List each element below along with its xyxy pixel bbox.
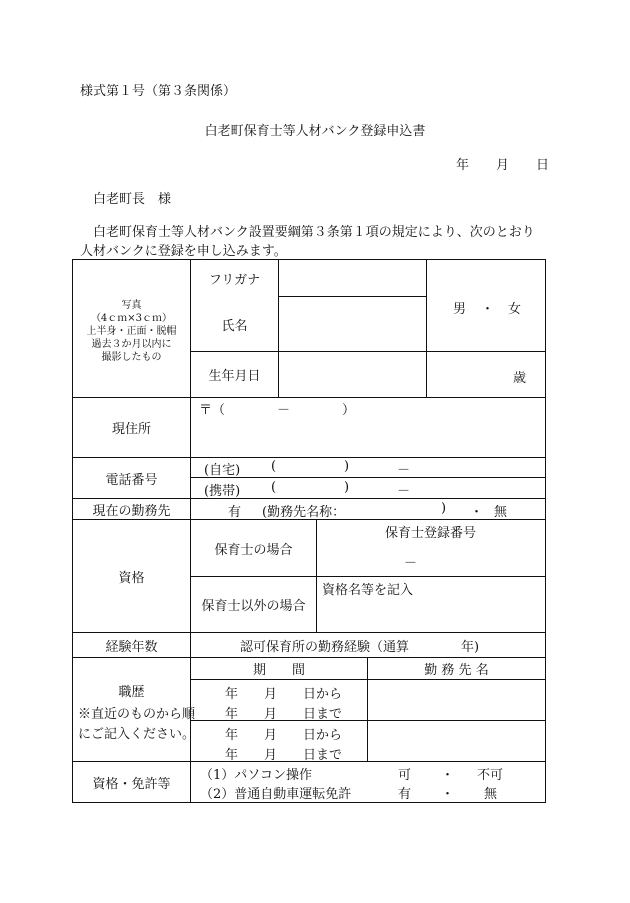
- nursery-case-label: 保育士の場合: [214, 542, 293, 558]
- career-1-workplace-field[interactable]: [369, 681, 543, 719]
- photo-placeholder: [73, 291, 190, 371]
- experience-label: 経験年数: [105, 639, 158, 655]
- phone-label: 電話番号: [105, 472, 158, 488]
- career-note-2: にご記入ください。: [78, 727, 196, 742]
- phone-home-close: ): [344, 459, 350, 474]
- photo-req-1: 上半身・正面・脱帽: [86, 325, 177, 337]
- workplace-separator: ・: [470, 505, 484, 520]
- career-1-to: 年 月 日まで: [225, 707, 343, 722]
- addressee: 白老町長 様: [93, 192, 172, 207]
- other-case-label: 保育士以外の場合: [201, 599, 306, 614]
- page-title: 白老町保育士等人材バンク登録申込書: [204, 124, 426, 139]
- workplace-no[interactable]: 無: [494, 505, 508, 520]
- registration-number-dash: －: [404, 556, 418, 571]
- furigana-field[interactable]: [280, 262, 425, 294]
- period-header: 期 間: [252, 663, 305, 678]
- driver-yes[interactable]: 有: [398, 787, 412, 802]
- career-2-workplace-field[interactable]: [369, 722, 543, 760]
- phone-home-dash: －: [397, 463, 411, 478]
- photo-size: （4ｃｍ×3ｃｍ）: [90, 312, 173, 324]
- career-1-from: 年 月 日から: [225, 687, 343, 702]
- age-unit: 歳: [513, 371, 527, 386]
- phone-mobile-close: ): [344, 480, 350, 495]
- photo-req-2: 過去３か月以内に: [91, 338, 172, 350]
- workplace-yes[interactable]: 有: [228, 505, 242, 520]
- experience-text: 認可保育所の勤務経験（通算 年): [240, 640, 480, 655]
- qualification-label: 資格: [118, 570, 145, 586]
- licenses-label: 資格・免許等: [92, 776, 171, 792]
- phone-home-label: (自宅): [204, 463, 241, 478]
- pc-yes[interactable]: 可: [398, 768, 412, 783]
- other-qualification-note: 資格名等を記入: [322, 583, 414, 598]
- birthdate-label: 生年月日: [208, 369, 261, 384]
- workplace-header: 勤 務 先 名: [424, 663, 489, 678]
- postal-code-field[interactable]: 〒（ － ）: [199, 403, 356, 418]
- pc-no[interactable]: 不可: [477, 768, 504, 783]
- photo-req-3: 撮影したもの: [101, 351, 162, 363]
- career-note-1: ※直近のものから順: [78, 707, 196, 722]
- driver-no[interactable]: 無: [484, 787, 498, 802]
- driver-separator: ・: [441, 787, 455, 802]
- name-field[interactable]: [280, 299, 425, 349]
- date-month: 月: [496, 158, 510, 173]
- age-field[interactable]: [428, 354, 513, 395]
- date-year: 年: [456, 158, 470, 173]
- career-2-from: 年 月 日から: [225, 728, 343, 743]
- address-label: 現住所: [111, 422, 151, 437]
- gender-female[interactable]: 女: [508, 302, 522, 317]
- phone-home-open: (: [271, 459, 277, 474]
- pc-skill-label: （1）パソコン操作: [200, 768, 313, 783]
- form-label: 様式第１号（第３条関係）: [80, 84, 237, 99]
- birthdate-field[interactable]: [280, 354, 425, 395]
- gender-separator: ・: [481, 302, 495, 317]
- phone-mobile-open: (: [271, 480, 277, 495]
- registration-number-label: 保育士登録番号: [385, 526, 477, 541]
- gender-male[interactable]: 男: [453, 302, 467, 317]
- workplace-label: 現在の勤務先: [92, 503, 171, 519]
- furigana-label: フリガナ: [208, 272, 261, 288]
- photo-title: 写真: [121, 299, 142, 311]
- career-label: 職歴: [118, 684, 145, 700]
- name-label: 氏名: [221, 318, 248, 334]
- workplace-close: ): [441, 501, 447, 516]
- workplace-name-label: (勤務先名称：: [262, 505, 346, 520]
- driver-license-label: （2）普通自動車運転免許: [200, 787, 352, 802]
- career-2-to: 年 月 日まで: [225, 748, 343, 763]
- phone-mobile-label: (携帯): [204, 484, 241, 499]
- intro-line-2: 人材バンクに登録を申し込みます。: [80, 244, 287, 259]
- phone-mobile-dash: －: [397, 484, 411, 499]
- intro-line-1: 白老町保育士等人材バンク設置要綱第３条第１項の規定により、次のとおり: [93, 225, 535, 240]
- pc-separator: ・: [441, 768, 455, 783]
- date-day: 日: [536, 158, 550, 173]
